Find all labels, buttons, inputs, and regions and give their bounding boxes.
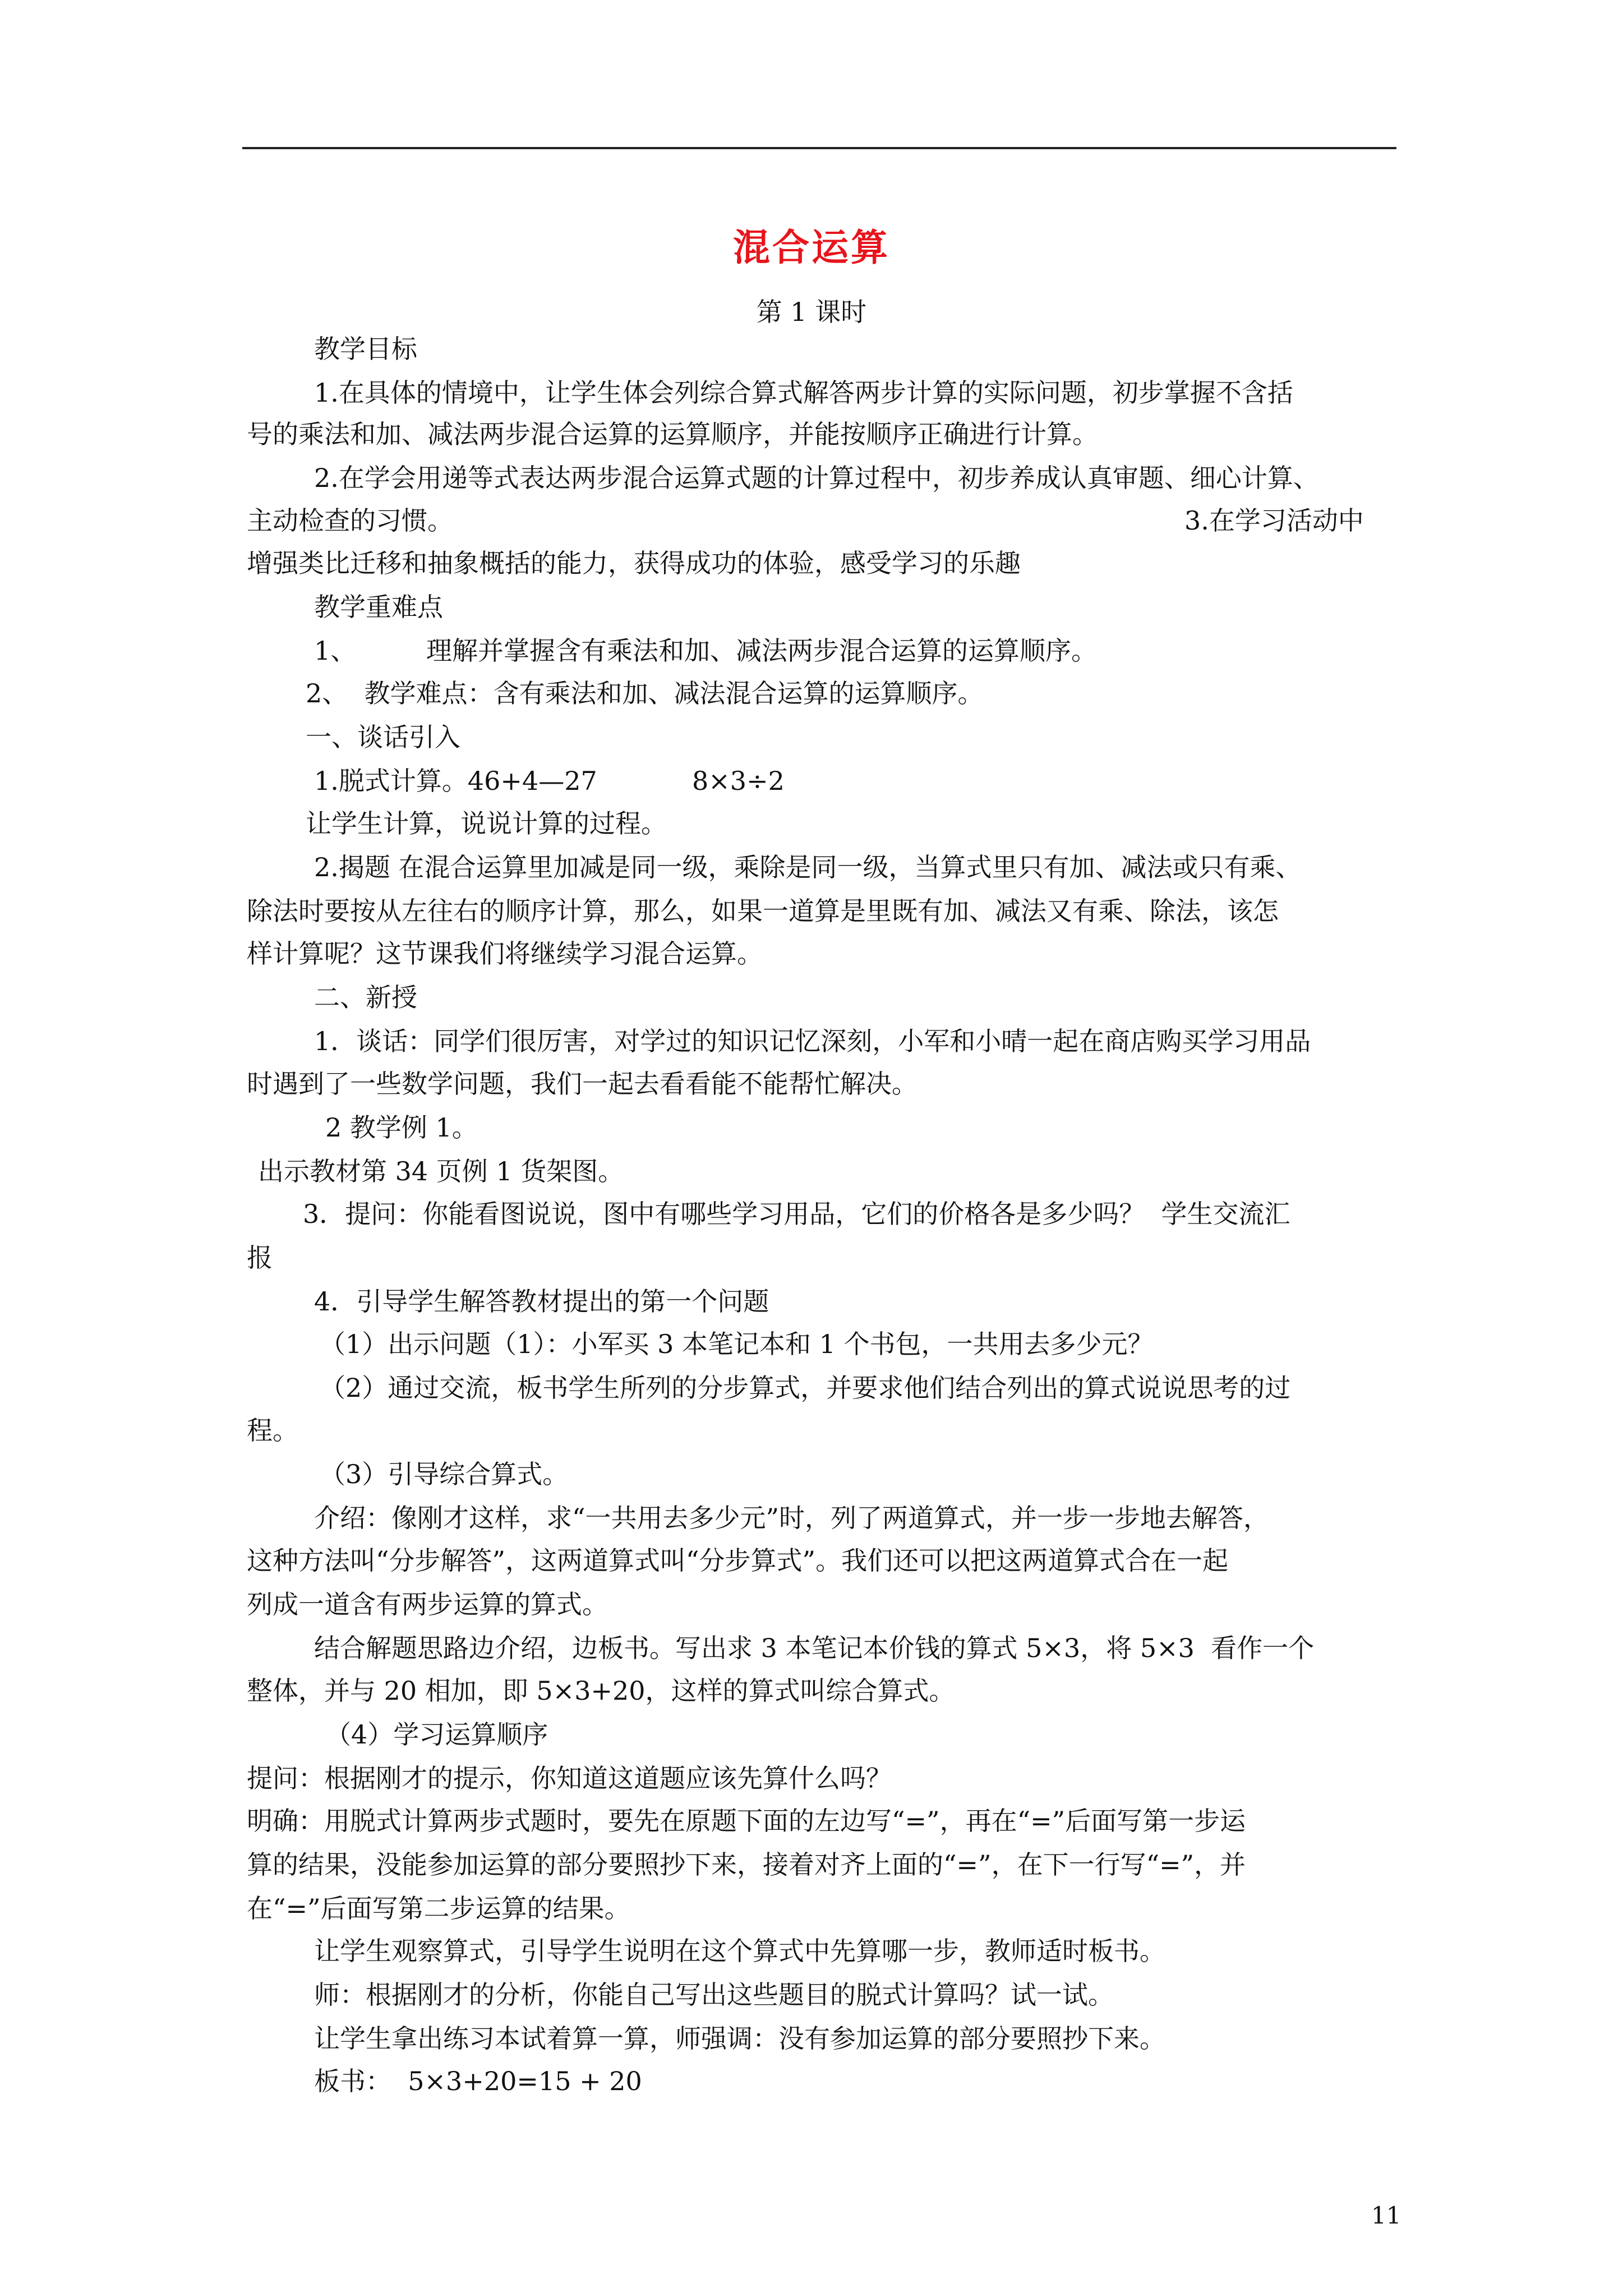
text-line: 让学生观察算式，引导学生说明在这个算式中先算哪一步，教师适时板书。 (314, 1936, 1165, 1966)
text-line: 结合解题思路边介绍，边板书。写出求 3 本笔记本价钱的算式 5×3，将 5×3 看作一个 (314, 1633, 1315, 1663)
text-line: 让学生计算，说说计算的过程。 (306, 808, 667, 839)
text-line: 时遇到了一些数学问题，我们一起去看看能不能帮忙解决。 (247, 1069, 917, 1099)
text-line: 号的乘法和加、减法两步混合运算的运算顺序，并能按顺序正确进行计算。 (247, 419, 1098, 449)
text-line: 3．提问：你能看图说说，图中有哪些学习用品，它们的价格各是多少吗？ 学生交流汇 (303, 1199, 1290, 1229)
text-line: 1．谈话：同学们很厉害，对学过的知识记忆深刻，小军和小晴一起在商店购买学习用品 (314, 1026, 1311, 1056)
text-line: 3.在学习活动中 (1184, 505, 1364, 536)
text-line: 板书： 5×3+20=15 + 20 (314, 2066, 642, 2096)
section-heading: 教学重难点 (314, 592, 443, 622)
text-line: （1）出示问题（1）：小军买 3 本笔记本和 1 个书包，一共用去多少元？ (320, 1329, 1154, 1359)
text-line: 4．引导学生解答教材提出的第一个问题 (314, 1286, 769, 1317)
text-line: 整体，并与 20 相加，即 5×3+20，这样的算式叫综合算式。 (247, 1676, 955, 1706)
text-line: 出示教材第 34 页例 1 货架图。 (258, 1156, 624, 1186)
document-title: 混合运算 (733, 226, 890, 269)
text-line: 让学生拿出练习本试着算一算，师强调：没有参加运算的部分要照抄下来。 (314, 2023, 1165, 2054)
text-line: 理解并掌握含有乘法和加、减法两步混合运算的运算顺序。 (426, 636, 1097, 666)
text-line: 样计算呢？这节课我们将继续学习混合运算。 (247, 938, 763, 969)
text-line: 报 (247, 1243, 273, 1273)
text-line: 2.揭题 在混合运算里加减是同一级，乘除是同一级，当算式里只有加、减法或只有乘、 (314, 852, 1302, 882)
list-marker: 1、 (314, 636, 357, 666)
text-line: 介绍：像刚才这样，求“一共用去多少元”时，列了两道算式，并一步一步地去解答， (314, 1503, 1270, 1533)
text-line: 教学目标 (314, 334, 417, 364)
text-line: 主动检查的习惯。 (247, 505, 453, 536)
section-heading: 一、谈话引入 (306, 722, 460, 752)
text-line: 这种方法叫“分步解答”，这两道算式叫“分步算式”。我们还可以把这两道算式合在一起 (247, 1545, 1229, 1576)
header-rule (242, 147, 1396, 149)
section-heading: 二、新授 (314, 982, 417, 1013)
text-line: （3）引导综合算式。 (320, 1459, 569, 1489)
text-line: 明确：用脱式计算两步式题时，要先在原题下面的左边写“=”，再在“=”后面写第一步运 (247, 1806, 1246, 1836)
text-line: 师：根据刚才的分析，你能自己写出这些题目的脱式计算吗？试一试。 (314, 1980, 1114, 2010)
text-line: 列成一道含有两步运算的算式。 (247, 1589, 608, 1619)
page-number: 11 (1371, 2202, 1401, 2229)
text-line: 算的结果，没能参加运算的部分要照抄下来，接着对齐上面的“=”，在下一行写“=”，并 (247, 1849, 1246, 1880)
text-line: 8×3÷2 (692, 766, 785, 796)
text-line: 1.在具体的情境中，让学生体会列综合算式解答两步计算的实际问题，初步掌握不含括 (314, 378, 1293, 408)
text-line: 1.脱式计算。46+4—27 (314, 766, 597, 796)
text-line: 程。 (247, 1415, 298, 1446)
text-line: （2）通过交流，板书学生所列的分步算式，并要求他们结合列出的算式说说思考的过 (320, 1373, 1291, 1403)
text-line: 2、 教学难点：含有乘法和加、减法混合运算的运算顺序。 (306, 678, 984, 708)
text-line: 2.在学会用递等式表达两步混合运算式题的计算过程中，初步养成认真审题、细心计算、 (314, 463, 1319, 493)
text-line: 提问：根据刚才的提示，你知道这道题应该先算什么吗？ (247, 1763, 892, 1793)
text-line: 在“=”后面写第二步运算的结果。 (247, 1893, 630, 1924)
text-line: 除法时要按从左往右的顺序计算，那么，如果一道算是里既有加、减法又有乘、除法，该怎 (247, 896, 1279, 926)
text-line: 增强类比迁移和抽象概括的能力，获得成功的体验，感受学习的乐趣 (247, 548, 1021, 578)
text-line: （4）学习运算顺序 (325, 1719, 548, 1750)
text-line: 2 教学例 1。 (325, 1112, 478, 1143)
lesson-subtitle: 第 1 课时 (756, 297, 867, 327)
